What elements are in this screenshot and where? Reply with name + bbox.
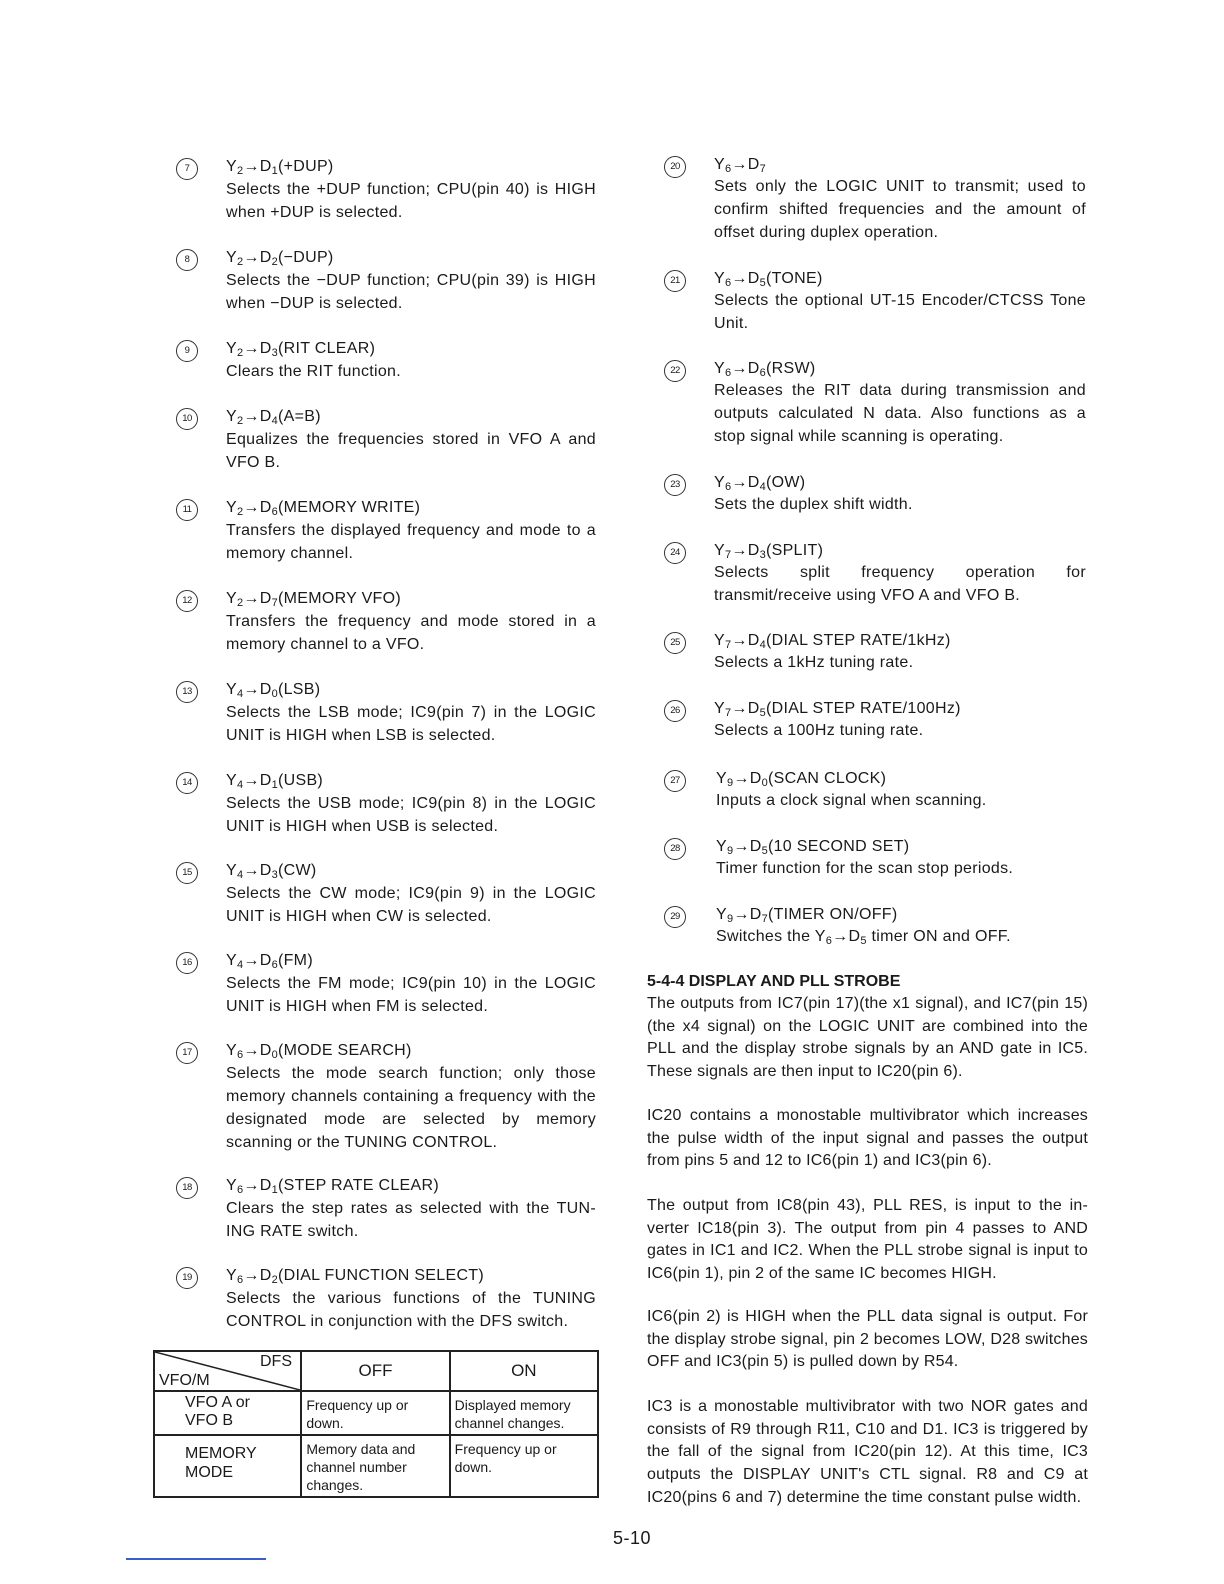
item-number: 11	[176, 499, 198, 521]
table-cell: Memory data and channel number changes.	[301, 1435, 449, 1497]
item-description: Selects a 100Hz tuning rate.	[714, 722, 924, 739]
item-description: Sets only the LOGIC UNIT to transmit; used to confirm shifted frequencies and the amount of offset during duplex operation.	[714, 178, 1086, 241]
table-cell: Frequency up or down.	[450, 1435, 598, 1497]
item-description: Selects split frequency operation for transmit/receive using VFO A and VFO B.	[714, 564, 1086, 604]
item-heading: $Y_4\to D_3(CW)$	[226, 862, 317, 881]
item-description: Clears the RIT function.	[226, 363, 401, 380]
item-description: Transfers the frequency and mode stored in a memory channel to a VFO.	[226, 613, 596, 653]
item-number: 19	[176, 1267, 198, 1289]
item-description: Equalizes the frequencies stored in VFO A and VFO B.	[226, 431, 596, 471]
item-heading: $Y_6\to D_7$	[714, 156, 766, 175]
item-number: 20	[664, 156, 686, 178]
item-number: 24	[664, 542, 686, 564]
corner-label-vfo: VFO/M	[159, 1372, 210, 1389]
corner-label-dfs: DFS	[260, 1353, 292, 1370]
item-heading: $Y_2\to D_4(A=B)$	[226, 408, 321, 427]
item-heading: $Y_2\to D_6(MEMORY$ WRITE)	[226, 499, 421, 518]
item-description: Selects the −DUP function; CPU(pin 39) is HIGH when −DUP is selected.	[226, 272, 596, 312]
table-cell: Frequency up or down.	[301, 1391, 449, 1435]
footer-rule	[126, 1558, 266, 1560]
table-cell: Displayed memory channel changes.	[450, 1391, 598, 1435]
table-row-label: VFO A or VFO B	[154, 1391, 301, 1435]
dfs-table	[153, 1350, 599, 1498]
item-description: Selects the FM mode; IC9(pin 10) in the LOGIC UNIT is HIGH when FM is selected.	[226, 975, 596, 1015]
item-number: 16	[176, 952, 198, 974]
item-number: 12	[176, 590, 198, 612]
item-description: Selects the +DUP function; CPU(pin 40) is HIGH when +DUP is selected.	[226, 181, 596, 221]
item-number: 22	[664, 360, 686, 382]
item-heading: $Y_9\to D_5(10$ SECOND SET)	[716, 838, 910, 857]
item-number: 7	[176, 158, 198, 180]
item-number: 18	[176, 1177, 198, 1199]
item-description: Selects the optional UT-15 Encoder/CTCSS Tone Unit.	[714, 292, 1086, 332]
item-heading: $Y_9\to D_7(TIMER$ ON/OFF)	[716, 906, 898, 925]
item-description: Selects the various functions of the TUNING CONTROL in conjunction with the DFS switch.	[226, 1290, 596, 1330]
item-heading: $Y_7\to D_4(DIAL$ STEP RATE/1kHz)	[714, 632, 951, 651]
item-heading: $Y_4\to D_6(FM)$	[226, 952, 313, 971]
item-description: Selects the CW mode; IC9(pin 9) in the LOGIC UNIT is HIGH when CW is selected.	[226, 885, 596, 925]
item-number: 29	[664, 906, 686, 928]
item-heading: $Y_6\to D_6(RSW)$	[714, 360, 816, 379]
section-heading: 5-4-4 DISPLAY AND PLL STROBE	[647, 973, 901, 990]
table-corner-cell	[154, 1351, 301, 1391]
paragraph: The outputs from IC7(pin 17)(the x1 signal), and IC7(pin 15)(the x4 signal) on the LOGIC UNIT are combined into the PLL and the display strobe signals by an AND gate in IC5. These signals are then input to IC20(pin 6).	[647, 995, 1088, 1081]
item-number: 10	[176, 408, 198, 430]
item-number: 8	[176, 249, 198, 271]
item-heading: $Y_9\to D_0(SCAN$ CLOCK)	[716, 770, 887, 789]
paragraph: IC3 is a monostable multivibrator with two NOR gates and consists of R9 through R11, C10 and D1. IC3 is triggered by the fall of the signal from IC20(pin 12). At this time, IC3 outputs the DISPLAY UNIT's CTL signal. R8 and C9 at IC20(pins 6 and 7) determine the time constant pulse width.	[647, 1398, 1088, 1506]
item-heading: $Y_2\to D_2(-DUP)$	[226, 249, 334, 268]
item-description: Switches the $Y_6\to D_5$ timer ON and OFF.	[716, 928, 1011, 947]
item-number: 9	[176, 340, 198, 362]
item-heading: $Y_6\to D_0(MODE$ SEARCH)	[226, 1042, 412, 1061]
item-description: Selects the USB mode; IC9(pin 8) in the LOGIC UNIT is HIGH when USB is selected.	[226, 795, 596, 835]
item-heading: $Y_6\to D_1(STEP$ RATE CLEAR)	[226, 1177, 439, 1196]
item-description: Releases the RIT data during transmission and outputs calculated N data. Also functions as a stop signal while scanning is operating.	[714, 382, 1086, 445]
item-heading: $Y_2\to D_3(RIT$ CLEAR)	[226, 340, 376, 359]
item-heading: $Y_4\to D_1(USB)$	[226, 772, 324, 791]
item-heading: $Y_7\to D_5(DIAL$ STEP RATE/100Hz)	[714, 700, 961, 719]
item-description: Selects a 1kHz tuning rate.	[714, 654, 914, 671]
item-description: Transfers the displayed frequency and mode to a memory channel.	[226, 522, 596, 562]
table-header-row	[154, 1351, 598, 1391]
item-number: 17	[176, 1042, 198, 1064]
item-number: 27	[664, 770, 686, 792]
table-header-cell: ON	[450, 1351, 598, 1391]
table-row	[154, 1391, 598, 1435]
item-heading: $Y_2\to D_1(+DUP)$	[226, 158, 334, 177]
table-row-label: MEMORY MODE	[154, 1435, 301, 1497]
item-description: Sets the duplex shift width.	[714, 496, 913, 513]
paragraph: The output from IC8(pin 43), PLL RES, is input to the in-verter IC18(pin 3). The output from pin 4 passes to AND gates in IC1 and IC2. When the PLL strobe signal is input to IC6(pin 1), pin 2 of the same IC becomes HIGH.	[647, 1197, 1088, 1283]
item-heading: $Y_6\to D_4(OW)$	[714, 474, 806, 493]
item-heading: $Y_6\to D_5(TONE)$	[714, 270, 823, 289]
item-number: 13	[176, 681, 198, 703]
item-heading: $Y_7\to D_3(SPLIT)$	[714, 542, 824, 561]
left-column	[176, 150, 598, 1340]
item-description: Selects the mode search function; only those memory channels containing a frequency with the designated mode are selected by memory scanning or the TUNING CONTROL.	[226, 1065, 596, 1151]
table-header-cell: OFF	[301, 1351, 449, 1391]
paragraph: IC6(pin 2) is HIGH when the PLL data signal is output. For the display strobe signal, pin 2 becomes LOW, D28 switches OFF and IC3(pin 5) is pulled down by R54.	[647, 1308, 1088, 1371]
item-number: 28	[664, 838, 686, 860]
item-number: 26	[664, 700, 686, 722]
page-number: 5-10	[613, 1528, 652, 1548]
item-number: 23	[664, 474, 686, 496]
paragraph: IC20 contains a monostable multivibrator which increases the pulse width of the input signal and passes the output from pins 5 and 12 to IC6(pin 1) and IC3(pin 6).	[647, 1107, 1088, 1170]
item-number: 21	[664, 270, 686, 292]
item-heading: $Y_2\to D_7(MEMORY$ VFO)	[226, 590, 401, 609]
right-column	[664, 150, 1088, 970]
item-heading: $Y_4\to D_0(LSB)$	[226, 681, 321, 700]
item-description: Inputs a clock signal when scanning.	[716, 792, 987, 809]
item-description: Timer function for the scan stop periods.	[716, 860, 1014, 877]
item-number: 25	[664, 632, 686, 654]
item-description: Clears the step rates as selected with the TUN-ING RATE switch.	[226, 1200, 596, 1240]
item-number: 14	[176, 772, 198, 794]
table-row	[154, 1435, 598, 1497]
item-description: Selects the LSB mode; IC9(pin 7) in the LOGIC UNIT is HIGH when LSB is selected.	[226, 704, 596, 744]
item-number: 15	[176, 862, 198, 884]
item-heading: $Y_6\to D_2(DIAL$ FUNCTION SELECT)	[226, 1267, 485, 1286]
